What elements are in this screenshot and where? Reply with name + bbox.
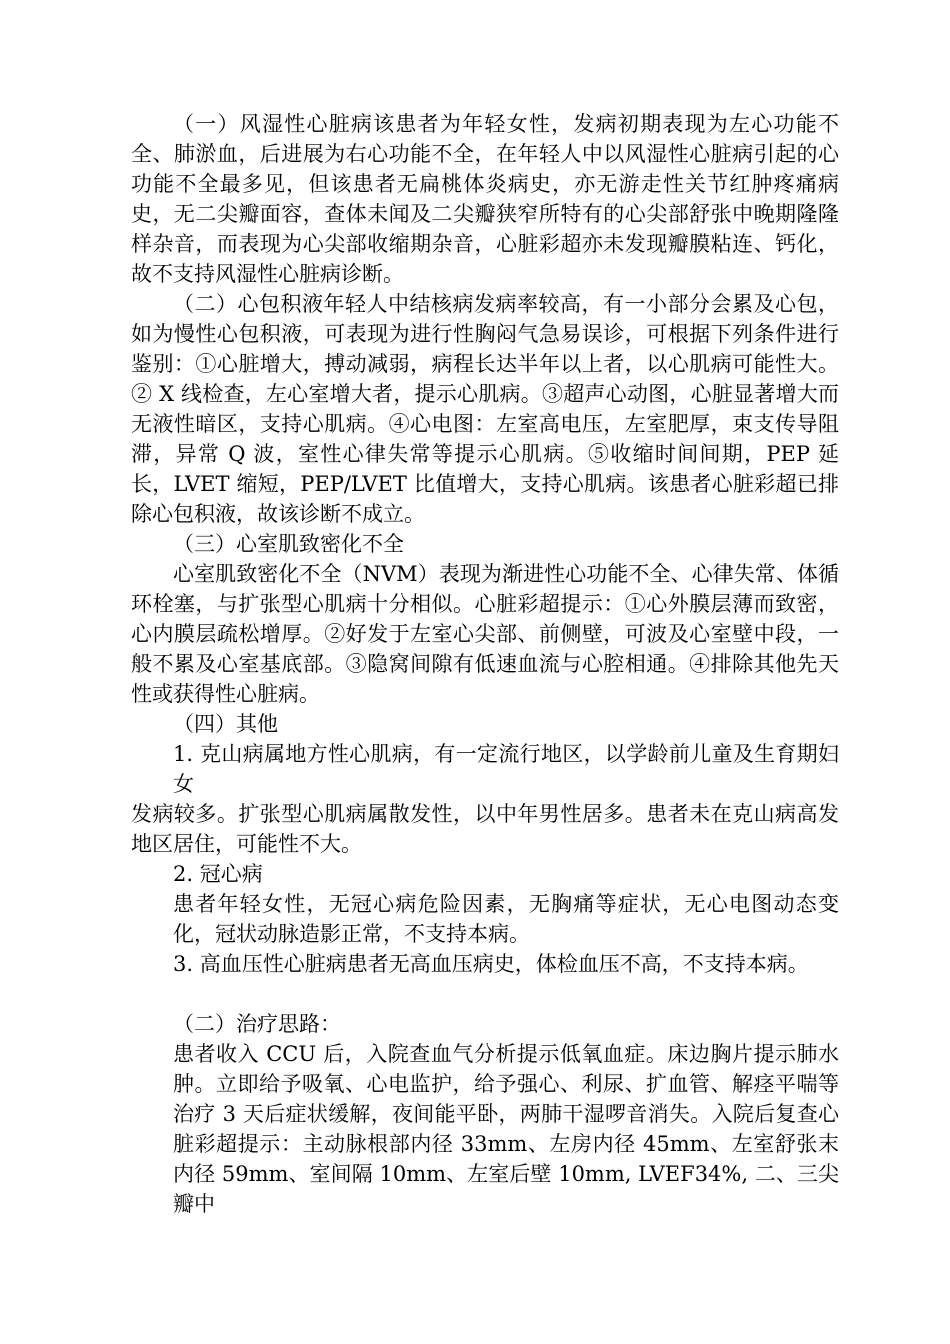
heading-nvm: （三）心室肌致密化不全 xyxy=(173,532,404,556)
paragraph-coronary: 患者年轻女性，无冠心病危险因素，无胸痛等症状，无心电图动态变化，冠状动脉造影正常，不支持本病。 xyxy=(173,892,839,946)
paragraph-nvm: 心室肌致密化不全（NVM）表现为渐进性心功能不全、心律失常、体循环栓塞，与扩张型心肌病十分相似。心脏彩超提示：①心外膜层薄而致密，心内膜层疏松增厚。②好发于左室心尖部、前侧壁，可波及心室壁中段，一般不累及心室基底部。③隐窝间隙有低速血流与心腔相通。④排除其他先天性或获得性心脏病。 xyxy=(131,562,839,706)
heading-coronary: 2. 冠心病 xyxy=(173,862,263,886)
paragraph-pericardial-effusion: （二）心包积液年轻人中结核病发病率较高，有一小部分会累及心包，如为慢性心包积液，可表现为进行性胸闷气急易误诊，可根据下列条件进行鉴别：①心脏增大，搏动减弱，病程长达半年以上者，以心肌病可能性大。② X 线检查，左心室增大者，提示心肌病。③超声心动图，心脏显著增大而无液性暗区，支持心肌病。④心电图：左室高电压，左室肥厚，束支传导阻滞，异常 Q 波，室性心律失常等提示心肌病。⑤收缩时间间期，PEP 延长，LVET 缩短，PEP/LVET 比值增大，支持心肌病。该患者心脏彩超已排除心包积液，故该诊断不成立。 xyxy=(131,292,839,526)
paragraph-keshan-1: 1. 克山病属地方性心肌病，有一定流行地区，以学龄前儿童及生育期妇女 xyxy=(173,742,839,796)
heading-others: （四）其他 xyxy=(173,712,278,736)
paragraph-rheumatic: （一）风湿性心脏病该患者为年轻女性，发病初期表现为左心功能不全、肺淤血，后进展为右心功能不全，在年轻人中以风湿性心脏病引起的心功能不全最多见，但该患者无扁桃体炎病史，亦无游走性关节红肿疼痛病史，无二尖瓣面容，查体未闻及二尖瓣狭窄所特有的心尖部舒张中晚期隆隆样杂音，而表现为心尖部收缩期杂音，心脏彩超亦未发现瓣膜粘连、钙化，故不支持风湿性心脏病诊断。 xyxy=(131,112,839,286)
paragraph-hypertensive: 3. 高血压性心脏病患者无高血压病史，体检血压不高，不支持本病。 xyxy=(173,952,809,976)
heading-treatment: （二）治疗思路： xyxy=(173,1012,341,1036)
paragraph-keshan-2: 发病较多。扩张型心肌病属散发性，以中年男性居多。患者未在克山病高发地区居住，可能性不大。 xyxy=(131,802,839,856)
paragraph-treatment: 患者收入 CCU 后，入院查血气分析提示低氧血症。床边胸片提示肺水肿。立即给予吸氧、心电监护，给予强心、利尿、扩血管、解痉平喘等治疗 3 天后症状缓解，夜间能平卧，两肺干湿啰音消失。入院后复查心脏彩超提示：主动脉根部内径 33mm、左房内径 45mm、左室舒张末内径 59mm、室间隔 10mm、左室后壁 10mm, LVEF34%, 二、三尖瓣中 xyxy=(173,1042,839,1216)
